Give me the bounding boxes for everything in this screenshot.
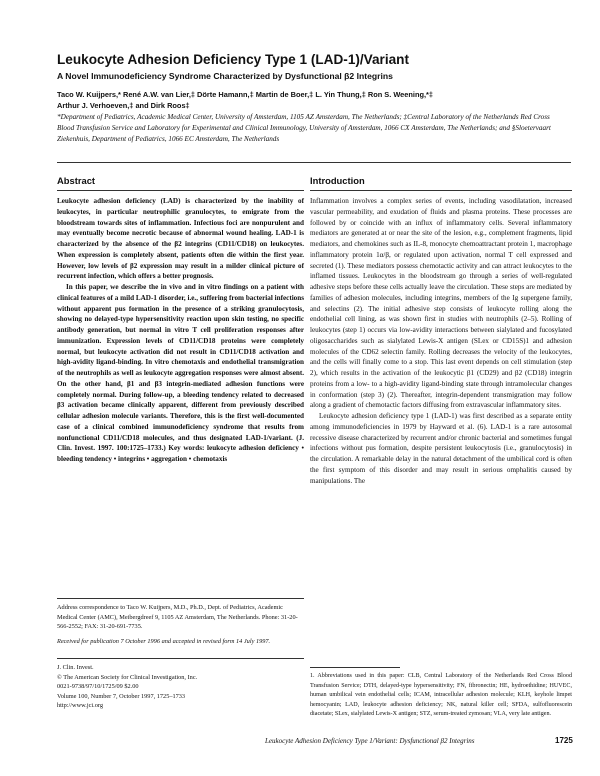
author-list	[57, 89, 557, 111]
author-line-2: Arthur J. Verhoeven,‡ and Dirk Roos‡	[57, 101, 190, 110]
abstract-paragraph-1: Leukocyte adhesion deficiency (LAD) is characterized by the inability of leukocytes, in particular neutrophilic granulocytes, to emigrate from the bloodstream towards sites of inflammation. Infectious foci are nonpurulent and may eventually become necrotic because of abnormal wound healing. LAD-1 is characterized by the absence of the β2 integrins (CD11/CD18) on leukocytes. When expression is completely absent, patients often die within the first year. However, low levels of β2 expression may result in a milder clinical picture of recurrent infection, which offers a better prognosis.	[57, 197, 304, 281]
article-title: Leukocyte Adhesion Deficiency Type 1 (LAD-1)/Variant	[57, 52, 410, 67]
abstract-body	[57, 196, 304, 465]
page-number: 1725	[555, 736, 573, 745]
introduction-paragraph-1: Inflammation involves a complex series of events, including vasodilatation, increased vascular permeability, and exudation of fluids and plasma proteins. These processes are followed by or coincide with an influx of inflammatory cells. Several inflammatory mediators are generated at or near the site of the lesion, e.g., complement fragments, lipid mediators, and chemokines such as IL-8, monocyte chemoattractant protein 1, macrophage inflammatory protein 1α/β, or regulated upon activation, normal T cell expressed and secreted (1). These mediators possess chemotactic activity and can attract leukocytes to the inflamed tissues. Leukocytes in the bloodstream go through a series of well-regulated adhesive steps before these cells actually leave the circulation. These steps are mediated by families of adhesion molecules, including integrins, members of the Ig supergene family, and selectins (2). The initial adhesive step consists of leukocyte rolling along the endothelial cell lining, as was shown first in studies with neutrophils (2–5). Rolling of leukocytes (step 1) occurs via low-avidity interactions between sialylated and fucosylated oligosaccharides such as sialylated Lewis-X antigen (SLex or CD15S)1 and adhesion molecules of the CD62 selectin family. Rolling decreases the velocity of the leukocytes, and the cells will finally come to a stop. This last event depends on cell stimulation (step 2), which results in the activation of the leukocytic β1 (CD29) and β2 (CD18) integrin proteins from a low- to a high-avidity ligand-binding state through intramolecular changes in conformation (step 3) (2). Thereafter, integrin-dependent transmigration may follow along a gradient of chemotactic factors diffusing from extravascular inflammatory sites.	[310, 197, 572, 410]
correspondence-block	[57, 603, 304, 646]
abstract-heading-rule	[57, 190, 304, 191]
abstract-heading: Abstract	[57, 175, 96, 186]
introduction-heading-rule	[310, 190, 572, 191]
header-rule	[57, 162, 571, 163]
correspondence-address: Address correspondence to Taco W. Kuijpers, M.D., Ph.D., Dept. of Pediatrics, Academic Medical Center (AMC), Meibergdreef 9, 1105 AZ Amsterdam, The Netherlands. Phone: 31-20-566-2552; FAX: 31-20-691-7735.	[57, 604, 298, 631]
copyright-line: © The American Society for Clinical Investigation, Inc.	[57, 673, 198, 681]
running-title: Leukocyte Adhesion Deficiency Type 1/Variant: Dysfunctional β2 Integrins	[265, 737, 475, 745]
affiliations: *Department of Pediatrics, Academic Medical Center, University of Amsterdam, 1105 AZ Amsterdam, The Netherlands; ‡Central Laboratory of the Netherlands Red Cross Blood Transfusion Service and Laboratory for Experimental and Clinical Immunology, University of Amsterdam, 1066 CX Amsterdam, The Netherlands; and §Sloetervaart Ziekenhuis, Department of Pediatrics, 1066 EC Amsterdam, The Netherlands	[57, 113, 551, 143]
author-line-1: Taco W. Kuijpers,* René A.W. van Lier,‡ Dörte Hamann,‡ Martin de Boer,‡ L. Yin Thung,‡ Ron S. Weening,*‡	[57, 90, 434, 99]
received-dates: Received for publication 7 October 1996 and accepted in revised form 14 July 1997.	[57, 637, 271, 645]
journal-info-rule	[57, 658, 304, 659]
issn-line: 0021-9738/97/10/1725/09 $2.00	[57, 683, 139, 691]
article-subtitle: A Novel Immunodeficiency Syndrome Characterized by Dysfunctional β2 Integrins	[57, 71, 393, 81]
footnote-abbreviations: 1. Abbreviations used in this paper: CLB, Central Laboratory of the Netherlands Red Cross Blood Transfusion Service; DTH, delayed-type hypersensitivity; FN, fibronectin; HE, hydroethidine; HUVEC, human umbilical vein endothelial cells; ICAM, intracellular adhesion molecule; KLH, keyhole limpet hemocyanin; LAD, leukocyte adhesion deficiency; NK, natural killer cell; SFDA, sulfofluorescein diacetate; SLex, sialylated Lewis-X antigen; STZ, serum-treated zymosan; VLA, very late antigen.	[310, 673, 572, 717]
journal-info	[57, 663, 304, 711]
introduction-paragraph-2: Leukocyte adhesion deficiency type 1 (LAD-1) was first described as a separate entity among immunodeficiencies in 1979 by Hayward et al. (6). LAD-1 is a rare autosomal recessive disease characterized by recurrent and/or chronic bacterial and sometimes fungal infections without pus formation, despite persistent leukocytosis (i.e., granulocytosis) in the circulation. A remarkable delay in the natural detachment of the umbilical cord is often the first symptom of this disorder and may result in serious omphalitis caused by manipulations. The	[310, 412, 572, 485]
volume-line: Volume 100, Number 7, October 1997, 1725–1733	[57, 692, 186, 700]
introduction-body	[310, 196, 572, 486]
abstract-paragraph-2: In this paper, we describe the in vivo and in vitro findings on a patient with clinical features of a mild LAD-1 disorder, i.e., suffering from bacterial infections without apparent pus formation in the presence of a striking granulocytosis, showing no delayed-type hypersensitivity reaction upon skin testing, no specific antibody generation, but normal in vitro T cell proliferation responses after immunization. Expression levels of CD11/CD18 proteins were completely normal, but leukocyte activation did not result in CD11/CD18 activation and high-avidity ligand-binding. In vitro chemotaxis and endothelial transmigration of the neutrophils as well as leukocyte aggregation responses were almost absent. On the other hand, β1 and β3 integrin-mediated adhesion functions were completely normal. During follow-up, a bleeding tendency related to decreased β3 activation became clinically apparent, different from previously described cellular adhesion molecule variants. Therefore, this is the first well-documented case of a clinical combined immunodeficiency syndrome that results from nonfunctional CD11/CD18 molecules, and thus designated LAD-1/variant. (J. Clin. Invest. 1997. 100:1725–1733.) Key words: leukocyte adhesion deficiency • bleeding tendency • integrins • aggregation • chemotaxis	[57, 283, 304, 463]
correspondence-rule	[57, 598, 304, 599]
journal-name: J. Clin. Invest.	[57, 664, 94, 671]
footnote-rule	[310, 667, 400, 668]
journal-url[interactable]: http://www.jci.org	[57, 702, 103, 710]
introduction-heading: Introduction	[310, 175, 365, 186]
